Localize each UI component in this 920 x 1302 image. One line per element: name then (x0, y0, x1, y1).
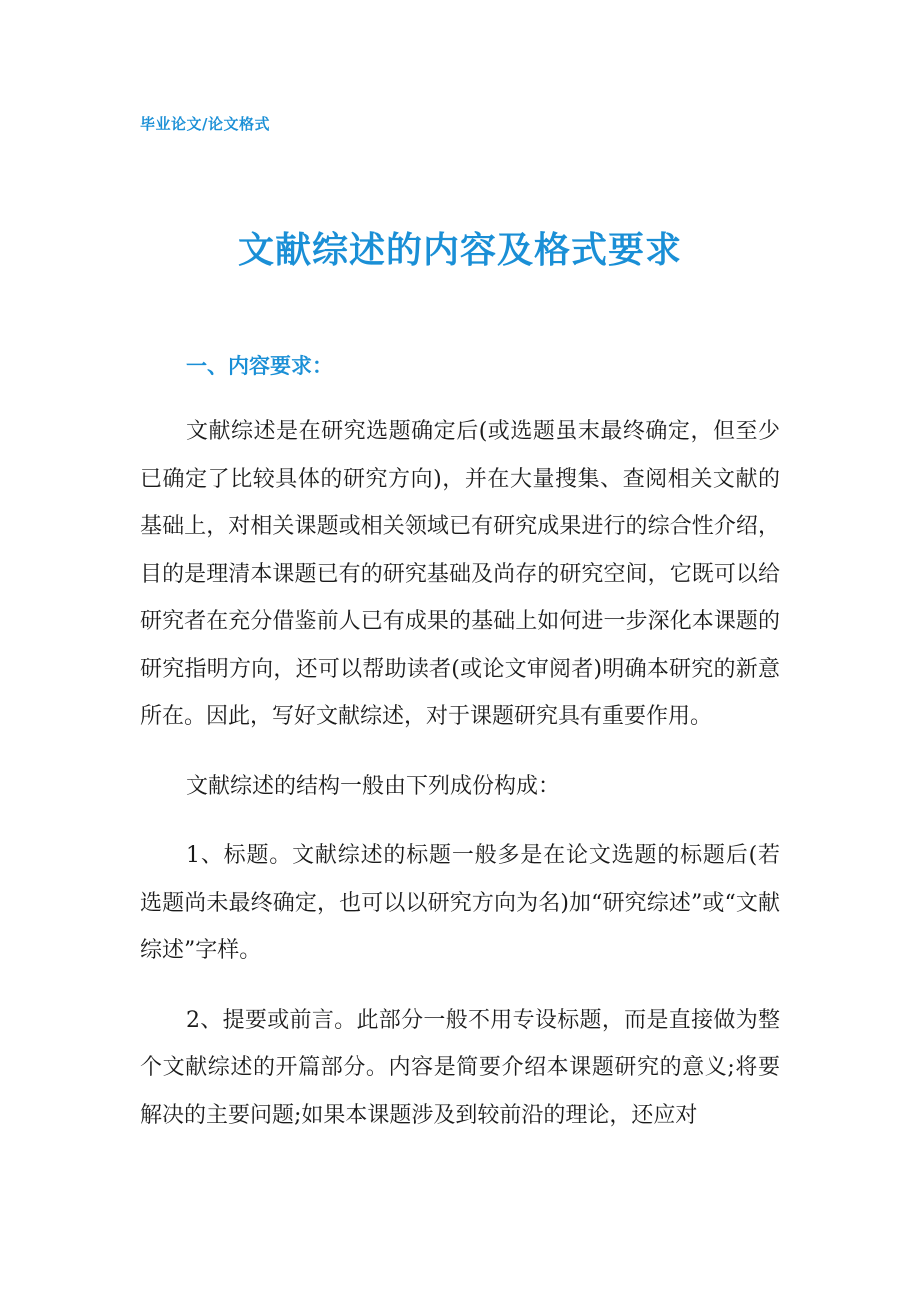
paragraph-intro: 文献综述是在研究选题确定后(或选题虽末最终确定，但至少已确定了比较具体的研究方向)，并在大量搜集、查阅相关文献的基础上，对相关课题或相关领域已有研究成果进行的综合性介绍，目的是理清本课题已有的研究基础及尚存的研究空间，它既可以给研究者在充分借鉴前人已有成果的基础上如何进一步深化本课题的研究指明方向，还可以帮助读者(或论文审阅者)明确本研究的新意所在。因此，写好文献综述，对于课题研究具有重要作用。 (140, 419, 780, 729)
breadcrumb[interactable]: 毕业论文/论文格式 (140, 115, 270, 133)
paragraph-abstract-item: 2、提要或前言。此部分一般不用专设标题，而是直接做为整个文献综述的开篇部分。内容是简要介绍本课题研究的意义;将要解决的主要问题;如果本课题涉及到较前沿的理论，还应对 (140, 1007, 780, 1128)
page-title: 文献综述的内容及格式要求 (237, 230, 682, 271)
paragraph-structure: 文献综述的结构一般由下列成份构成： (186, 773, 561, 799)
paragraph-title-item: 1、标题。文献综述的标题一般多是在论文选题的标题后(若选题尚未最终确定，也可以以研究方向为名)加“研究综述”或“文献综述”字样。 (140, 843, 780, 963)
document-body (140, 408, 780, 1161)
section-heading: 一、内容要求： (186, 354, 333, 378)
